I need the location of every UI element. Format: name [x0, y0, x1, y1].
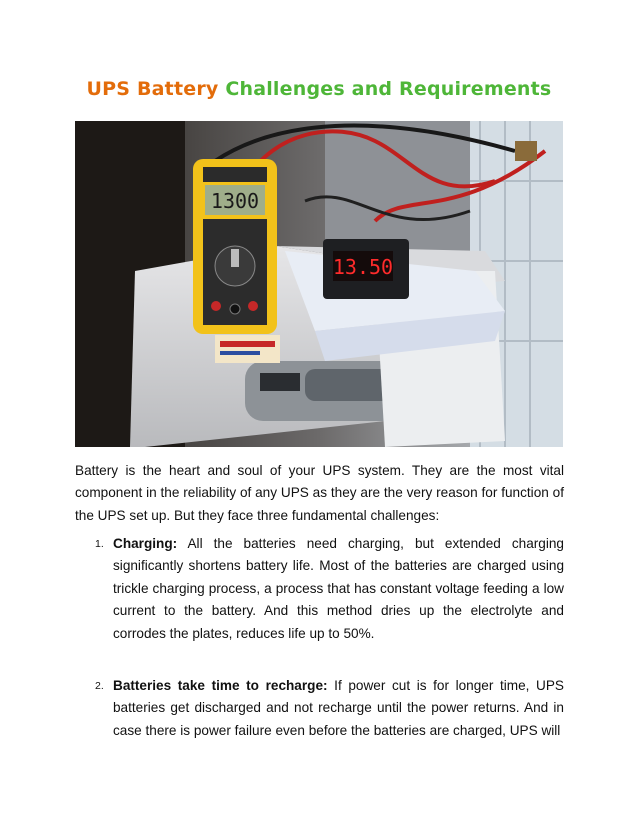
multimeter-reading: 1300: [210, 189, 260, 213]
list-item-body: [113, 533, 564, 645]
list-item: [95, 675, 564, 742]
title-part-challenges: Challenges and Requirements: [225, 78, 552, 100]
intro-paragraph: Battery is the heart and soul of your UPS system. They are the most vital component in the reliability of any UPS as they are the very reason for function of the UPS set up. But they face three fundamental challenges:: [75, 463, 564, 523]
list-item-text: If power cut is for longer time, UPS batteries get discharged and not recharge until the power returns. And in case there is power failure even before the batteries are charged, UPS will: [113, 678, 565, 738]
panel-meter-reading: 13.50: [332, 255, 394, 279]
list-number: 1.: [95, 538, 104, 550]
list-item-text: All the batteries need charging, but extended charging significantly shortens battery life. Most of the batteries are charged using trickle charging process, a process that has constant voltage feeding a low current to the battery. And this method dries up the electrolyte and corrodes the plates, reduces life up to 50%.: [113, 536, 564, 641]
title-part-ups-battery: UPS Battery: [86, 78, 219, 100]
ups-battery-photo: [75, 121, 563, 447]
list-item-body: [113, 675, 564, 742]
list-item: [95, 533, 564, 645]
list-item-label: Charging:: [113, 536, 178, 551]
page-title: [0, 78, 638, 100]
list-item-label: Batteries take time to recharge:: [113, 678, 328, 693]
list-number: 2.: [95, 680, 104, 692]
